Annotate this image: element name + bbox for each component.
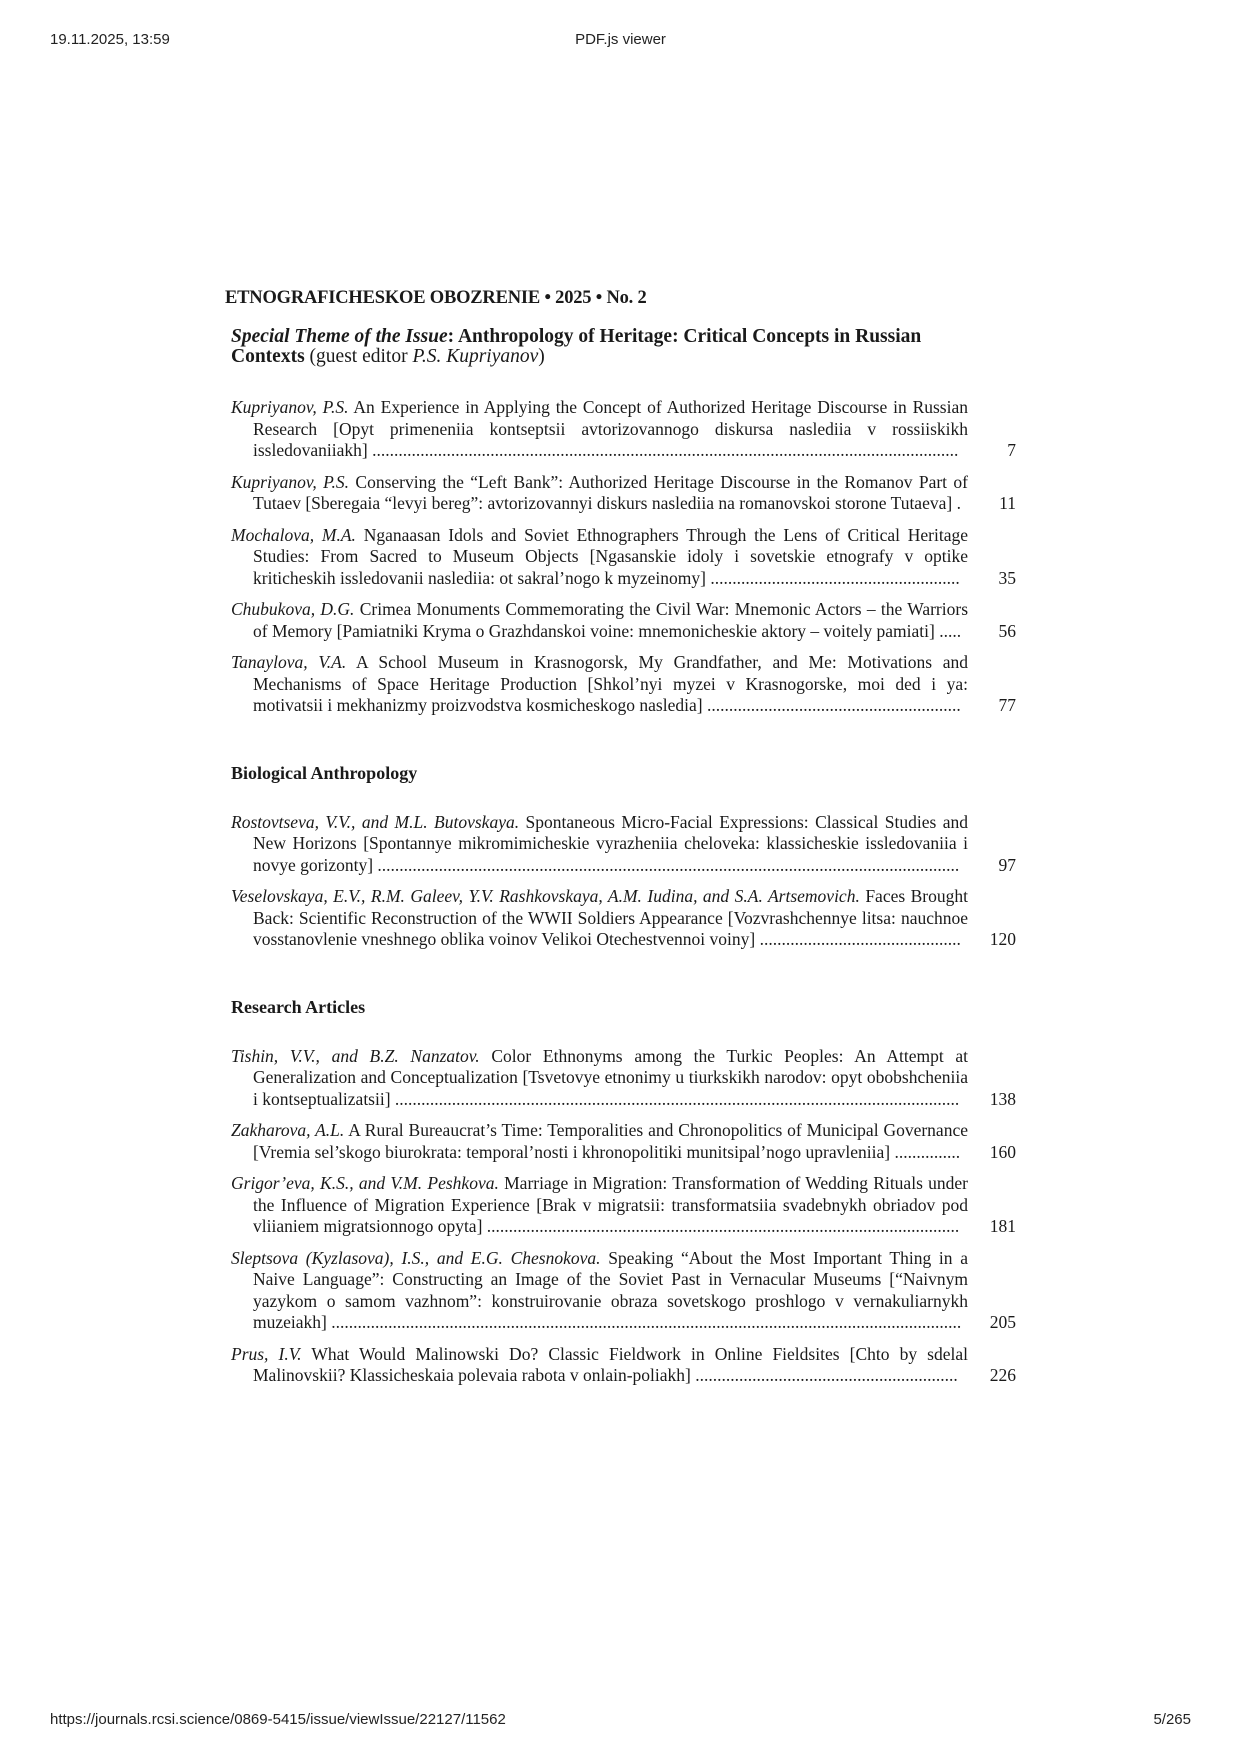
toc-entry-authors: Rostovtseva, V.V., and M.L. Butovskaya. (231, 811, 520, 832)
toc-entry-authors: Veselovskaya, E.V., R.M. Galeev, Y.V. Rashkovskaya, A.M. Iudina, and S.A. Artsemovich. (231, 886, 860, 906)
toc-entry-authors: Zakharova, A.L. (231, 1120, 345, 1140)
toc-entry[interactable] (231, 1248, 1016, 1334)
print-url: https://journals.rcsi.science/0869-5415/issue/viewIssue/22127/11562 (50, 1711, 506, 1728)
toc-entry-title: Marriage in Migration: Transformation of Wedding Rituals under the Influence of Migration Experience [Brak v migratsii: transformatsiia svadebnykh obriadov pod vliianiem migratsionnogo opyta] (253, 1173, 968, 1236)
toc-entry-title: Speaking “About the Most Important Thing in a Naive Language”: Constructing an Image of the Soviet Past in Vernacular Museums [“Naivnym yazykom o samom vazhnom”: konstruirovanie obraza sovetskogo proshlogo v vernakuliarnykh muzeiakh] (253, 1247, 968, 1332)
print-footer (0, 1711, 1241, 1731)
dot-leader: . (952, 493, 961, 513)
journal-header: ETNOGRAFICHESKOE OBOZRENIE • 2025 • No. 2 (225, 288, 647, 308)
toc-entry-page-number: 7 (1007, 440, 1016, 460)
guest-editor-suffix: ) (538, 346, 545, 367)
toc-entry[interactable] (231, 1173, 1016, 1238)
toc-entry-title: Crimea Monuments Commemorating the Civil War: Mnemonic Actors – the Warriors of Memory [Pamiatniki Kryma o Grazhdanskoi voine: mnemonicheskie aktory – voitely pamiati] (253, 599, 969, 641)
dot-leader: .............................................. (755, 929, 961, 949)
print-page-title: PDF.js viewer (575, 31, 666, 48)
toc-entry-title: Nganaasan Idols and Soviet Ethnographers Through the Lens of Critical Heritage Studies: From Sacred to Museum Objects [Ngasanskie idoly i sovetskie etnografy v optike kriticheskih issledovanii naslediia: ot sakral’nogo k myzeinomy] (253, 524, 969, 588)
toc-entry-text (231, 886, 968, 951)
dot-leader: ............... (890, 1141, 961, 1162)
toc-entry-text (231, 812, 968, 877)
dot-leader: ..... (934, 620, 962, 641)
toc-entry-authors: Tanaylova, V.A. (231, 652, 347, 672)
toc-entry-page-number: 97 (998, 854, 1016, 875)
dot-leader: ............................................................................................................ (482, 1216, 960, 1236)
toc-section (225, 397, 1015, 717)
toc-entry[interactable] (231, 1344, 1016, 1387)
pdf-page (225, 287, 1015, 1397)
toc-entry-page-number: 226 (989, 1365, 1016, 1385)
toc-entry-text (231, 652, 968, 717)
toc-entry[interactable] (231, 812, 1016, 877)
guest-editor-prefix: (guest editor (304, 346, 413, 367)
toc-entry-page-number: 56 (998, 620, 1016, 641)
toc-entry[interactable] (231, 1046, 1016, 1111)
toc-entry[interactable] (231, 886, 1016, 951)
toc-entry-authors: Chubukova, D.G. (231, 599, 355, 619)
toc-entry-text (231, 599, 968, 642)
print-page-count: 5/265 (1153, 1711, 1191, 1728)
toc-entry-text (231, 1046, 968, 1111)
special-theme-title: : Anthropology of Heritage: Critical Concepts in Russian Contexts (231, 326, 922, 367)
toc-entry-title: A Rural Bureaucrat’s Time: Temporalities and Chronopolitics of Municipal Governance [Vremia sel’skogo biurokrata: temporal’nosti i khronopolitiki munitsipal’nogo upravleniia] (253, 1120, 968, 1162)
print-header (0, 31, 1241, 51)
toc-entry-text (231, 525, 968, 590)
toc-entry-text (231, 1120, 968, 1163)
toc-entry-page-number: 35 (998, 567, 1016, 588)
toc-entry-title: An Experience in Applying the Concept of Authorized Heritage Discourse in Russian Research [Opyt primeneniia kontseptsii avtorizovannogo diskursa naslediia v rossiiskikh issledovaniiakh] (253, 397, 968, 460)
toc-entry-authors: Kupriyanov, P.S. (231, 397, 349, 417)
dot-leader: ...................................................................................................................................... (367, 440, 959, 460)
table-of-contents (225, 397, 1015, 1387)
toc-entry[interactable] (231, 472, 1016, 515)
toc-entry-authors: Sleptsova (Kyzlasova), I.S., and E.G. Chesnokova. (231, 1247, 601, 1268)
dot-leader: ......................................................... (705, 567, 960, 588)
toc-entry-title: A School Museum in Krasnogorsk, My Grandfather, and Me: Motivations and Mechanisms of Space Heritage Production [Shkol’nyi myzei v Krasnogorske, moi ded i ya: motivatsii i mekhanizmy proizvodstva kosmicheskogo nasledia] (253, 652, 968, 715)
toc-entry-authors: Prus, I.V. (231, 1343, 302, 1364)
dot-leader: ................................................................................................................................................ (326, 1312, 962, 1332)
toc-entry-list (231, 812, 1016, 951)
toc-section (225, 996, 1015, 1387)
toc-section (225, 762, 1015, 951)
toc-entry-authors: Kupriyanov, P.S. (231, 471, 350, 492)
toc-entry[interactable] (231, 525, 1016, 590)
toc-entry-page-number: 77 (998, 695, 1016, 715)
toc-entry-authors: Grigor’eva, K.S., and V.M. Peshkova. (231, 1173, 499, 1193)
toc-entry-title: Spontaneous Micro-Facial Expressions: Classical Studies and New Horizons [Spontannye mikromimicheskie vyrazheniia cheloveka: klassicheskie issledovaniia i novye gorizonty] (253, 811, 968, 875)
toc-entry-page-number: 11 (999, 493, 1016, 513)
toc-entry-authors: Tishin, V.V., and B.Z. Nanzatov. (231, 1045, 480, 1066)
toc-entry-text (231, 1173, 968, 1238)
toc-entry-page-number: 205 (989, 1312, 1016, 1332)
toc-entry[interactable] (231, 652, 1016, 717)
toc-entry-list (231, 397, 1016, 717)
dot-leader: ................................................................................................................................. (390, 1088, 960, 1109)
dot-leader: ............................................................ (690, 1365, 958, 1385)
section-heading: Research Articles (231, 996, 366, 1017)
toc-entry-page-number: 120 (989, 929, 1016, 949)
toc-entry-page-number: 181 (989, 1216, 1016, 1236)
toc-entry-list (231, 1046, 1016, 1387)
toc-entry-page-number: 160 (989, 1141, 1016, 1162)
toc-entry-text (231, 1344, 968, 1387)
toc-entry-authors: Mochalova, M.A. (231, 524, 356, 545)
special-theme (231, 327, 951, 367)
toc-entry[interactable] (231, 599, 1016, 642)
guest-editor-name: P.S. Kupriyanov (412, 346, 539, 367)
toc-entry-title: Faces Brought Back: Scientific Reconstruction of the WWII Soldiers Appearance [Vozvrashchennye litsa: nauchnoe vosstanovlenie vneshnego oblika voinov Velikoi Otechestvennoi voiny] (253, 886, 968, 949)
toc-entry-text (231, 397, 968, 462)
dot-leader: ..................................................................................................................................... (373, 854, 960, 875)
toc-entry-title: Conserving the “Left Bank”: Authorized Heritage Discourse in the Romanov Part of Tutaev [Sberegaia “levyi bereg”: avtorizovannyi diskurs naslediia na romanovskoi storone Tutaeva] (253, 471, 968, 513)
dot-leader: .......................................................... (702, 695, 961, 715)
special-theme-label: Special Theme of the Issue (231, 326, 448, 347)
toc-entry-title: What Would Malinowski Do? Classic Fieldwork in Online Fieldsites [Chto by sdelal Malinovskii? Klassicheskaia polevaia rabota v onlain-poliakh] (253, 1343, 969, 1385)
toc-entry[interactable] (231, 397, 1016, 462)
toc-entry-page-number: 138 (989, 1088, 1016, 1109)
toc-entry[interactable] (231, 1120, 1016, 1163)
toc-entry-text (231, 472, 968, 515)
toc-entry-text (231, 1248, 968, 1334)
section-heading: Biological Anthropology (231, 762, 418, 783)
toc-entry-title: Color Ethnonyms among the Turkic Peoples: An Attempt at Generalization and Conceptualization [Tsvetovye etnonimy u tiurkskikh narodov: opyt obobshcheniia i kontseptualizatsii] (253, 1045, 969, 1109)
print-datetime: 19.11.2025, 13:59 (50, 31, 170, 48)
